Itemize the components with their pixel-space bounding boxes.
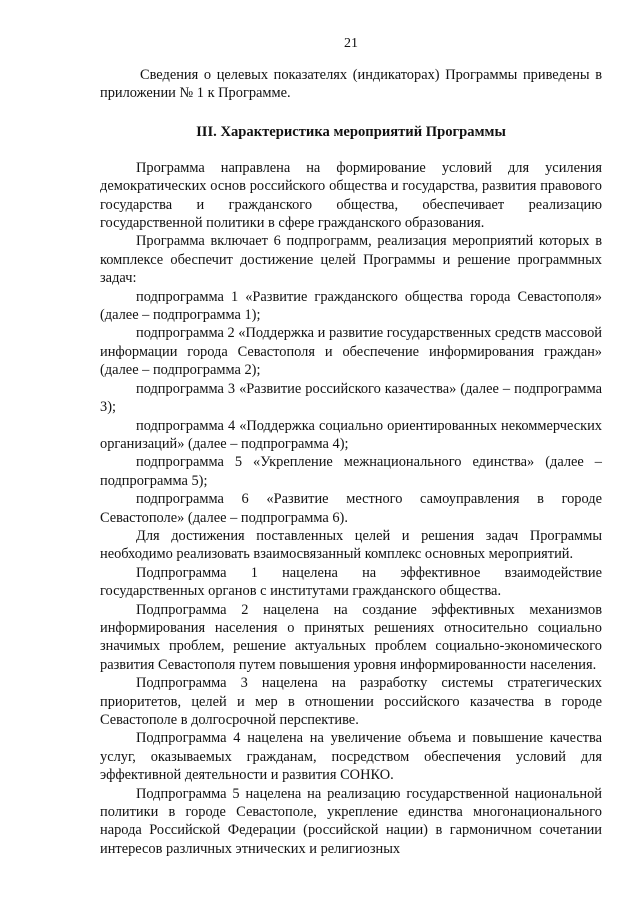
paragraph-subprogram-2-aim: Подпрограмма 2 нацелена на создание эффективных механизмов информирования населения о принятых решениях относительно социально значимых проблем, решение актуальных проблем социально-экономического развития Севастополя путем повышения уровня информированности населения. [100, 601, 602, 673]
paragraph-subprogram-3: подпрограмма 3 «Развитие российского казачества» (далее – подпрограмма 3); [100, 380, 602, 416]
intro-paragraph: Сведения о целевых показателях (индикаторах) Программы приведены в приложении № 1 к Программе. [100, 67, 602, 102]
page-number: 21 [344, 36, 358, 51]
paragraph-subprogram-3-aim: Подпрограмма 3 нацелена на разработку системы стратегических приоритетов, целей и мер в отношении российского казачества в городе Севастополе в долгосрочной перспективе. [100, 675, 602, 728]
paragraph-subprograms-intro: Программа включает 6 подпрограмм, реализация мероприятий которых в комплексе обеспечит достижение целей Программы и решение программных задач: [100, 233, 602, 287]
paragraph-subprogram-4-aim: Подпрограмма 4 нацелена на увеличение объема и повышение качества услуг, оказываемых гражданам, посредством обеспечения условий для эффективной деятельности и развития СОНКО. [100, 730, 602, 784]
paragraph-complex-measures: Для достижения поставленных целей и решения задач Программы необходимо реализовать взаимосвязанный комплекс основных мероприятий. [100, 527, 602, 563]
paragraph-program-goal: Программа направлена на формирование условий для усиления демократических основ российского общества и государства, развития правового государства и гражданского общества, обеспечивает реализацию государственной политики в сфере гражданского образования. [100, 159, 602, 232]
paragraph-subprogram-5: подпрограмма 5 «Укрепление межнационального единства» (далее – подпрограмма 5); [100, 454, 602, 489]
section-title: III. Характеристика мероприятий Программы [196, 123, 506, 140]
paragraph-subprogram-1-aim: Подпрограмма 1 нацелена на эффективное взаимодействие государственных органов с институтами гражданского общества. [100, 564, 602, 600]
paragraph-subprogram-2: подпрограмма 2 «Поддержка и развитие государственных средств массовой информации города Севастополя и обеспечение информирования граждан» (далее – подпрограмма 2); [100, 325, 602, 379]
paragraph-subprogram-6: подпрограмма 6 «Развитие местного самоуправления в городе Севастополе» (далее – подпрограмма 6). [100, 491, 602, 526]
paragraph-subprogram-4: подпрограмма 4 «Поддержка социально ориентированных некоммерческих организаций» (далее – подпрограмма 4); [100, 417, 602, 452]
paragraph-subprogram-1: подпрограмма 1 «Развитие гражданского общества города Севастополя» (далее – подпрограмма 1); [100, 288, 602, 324]
paragraph-subprogram-5-aim: Подпрограмма 5 нацелена на реализацию государственной национальной политики в городе Севастополе, укрепление единства многонационального народа Российской Федерации (российской нации) в гармоничном сочетании интересов различных этнических и религиозных [100, 785, 602, 857]
